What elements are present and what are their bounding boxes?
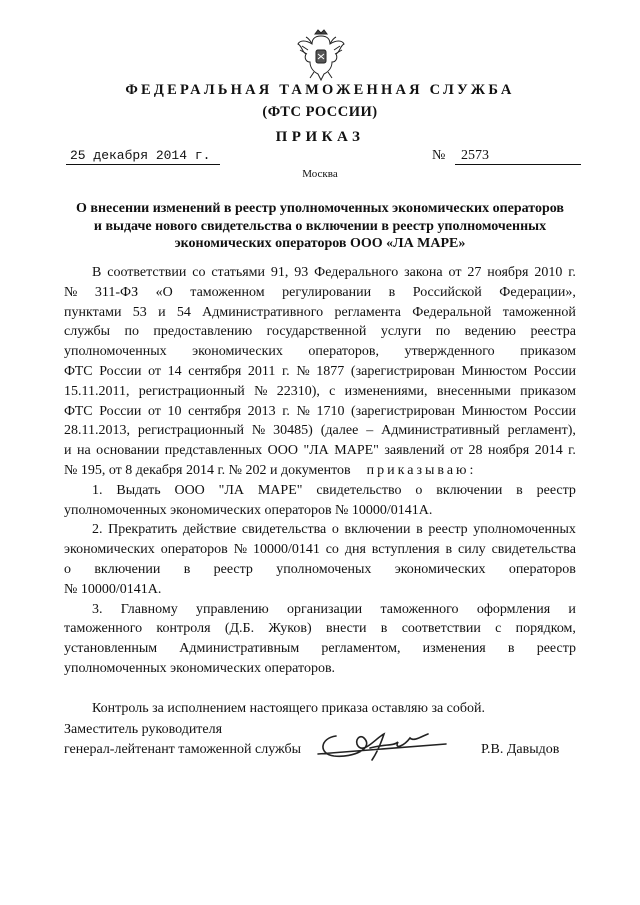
word: в [516,482,523,498]
body-line [64,382,576,402]
word: экономических [64,542,155,558]
word: на [76,443,91,459]
word: В [92,265,102,280]
word: 28.11.2013, [64,423,130,439]
word: г. [568,443,576,459]
word: уполномоченных [64,344,167,360]
word: 3. [92,601,103,617]
word: России [533,363,576,379]
word: и [64,443,72,459]
body-line [64,303,576,323]
word: экономических [394,561,486,577]
word: и [568,601,576,617]
word: ФТС [64,403,93,419]
word: ФТС [64,363,93,379]
word: со [325,542,339,558]
word: № [254,383,268,399]
word: № [251,423,266,439]
word: ноября [488,443,530,459]
word: 2011 [247,363,276,379]
word: предоставлению [153,324,253,340]
word: 1. [92,482,103,498]
word: включении [436,482,503,498]
body-line-order [64,461,576,481]
word: 22310), [276,383,320,399]
word: Административного [202,304,324,320]
item-2-line [64,560,576,580]
word: сентября [188,403,242,419]
word: регламентом, [321,641,401,657]
word: 2013 [247,403,276,419]
word: со [192,265,206,280]
word: 28 [468,443,483,459]
body-line [64,402,576,422]
word: (зарегистрирован [350,363,455,379]
organization-short-name: (ФТС РОССИИ) [262,104,378,120]
document-type: ПРИКАЗ [275,129,365,145]
item-2-line [64,580,576,600]
word: услуги [380,324,422,340]
body-text: № 195, от 8 декабря 2014 г. № 202 и документов [64,462,351,478]
word: от [148,363,161,379]
body-line [64,322,576,342]
word: (далее [320,423,359,439]
word: – [366,423,374,439]
word: 10000/0141 [252,542,320,558]
body-text: уполномоченных экономических операторов № 10000/0141А. [64,502,433,518]
word: МАРЕ" [334,443,379,459]
word: г. [282,403,290,419]
word: ООО [174,482,205,498]
item-2-line [64,540,576,560]
word: в [380,621,388,637]
word: 311-ФЗ [94,284,139,300]
word: в [507,641,515,657]
word: Административным [179,641,300,657]
body-line [64,441,576,461]
item-2-line [64,520,576,540]
item-1-line [64,501,576,521]
word: 93 [294,265,309,280]
word: экономических [192,344,283,360]
word: г. [568,265,576,280]
word: включении [344,522,411,538]
body-line [64,362,576,382]
word: № [296,403,310,419]
word: (зарегистрирован [351,403,455,419]
word: Административный [381,423,500,439]
word: Прекратить [108,522,178,538]
word: 15.11.2011, [64,383,130,399]
order-number-label: № [432,148,446,163]
order-body [64,263,576,718]
word: Жуков) [268,621,312,637]
word: регистрационный [137,423,244,439]
item-3-line [64,659,576,679]
word: 2010 [534,265,563,280]
word: по [435,324,451,340]
order-number: 2573 [455,148,581,165]
word: уполномоченых [276,561,372,577]
word: 91, [270,265,289,280]
word: утвержденного [404,344,495,360]
word: № [296,363,310,379]
russian-coat-of-arms-icon [296,28,346,84]
word: 10 [167,403,182,419]
word: вступления [371,542,440,558]
word: "ЛА [218,482,244,498]
subject-line: и выдаче нового свидетельства о включении в реестр уполномоченных [93,218,547,234]
word: заявлений [384,443,445,459]
word: реестр [428,522,468,538]
body-text: Контроль за исполнением настоящего приказа оставляю за собой. [92,700,486,716]
word: свидетельства [241,522,327,538]
word: № [64,284,78,300]
word: Выдать [116,482,161,498]
word: с [329,383,336,399]
item-3-line [64,619,576,639]
word: операторов [508,561,576,577]
order-date: 25 декабря 2014 г. [66,148,220,165]
word: таможенной [502,304,576,320]
word: реестр [536,641,576,657]
word: по [124,324,139,340]
word: реестра [530,324,576,340]
word: оформления [476,601,551,617]
word: 1877 [316,363,345,379]
word: 2. [92,522,103,538]
word: реестр [213,561,253,577]
word: 27 [467,265,482,280]
word: в [445,542,453,558]
word: основании [96,443,160,459]
word: приказом [520,344,576,360]
signer-rank: генерал-лейтенант таможенной службы [64,742,302,757]
word: «О [155,284,173,300]
word: таможенного [64,621,143,637]
word: "ЛА [303,443,329,459]
word: внести [325,621,367,637]
word: России [99,363,142,379]
word: порядком, [515,621,576,637]
word: от [450,443,464,459]
word: в [183,561,191,577]
word: 53 [132,304,147,320]
item-3-line [64,639,576,659]
word: таможенном [190,284,265,300]
subject-line: О внесении изменений в реестр уполномоченных экономических операторов [76,201,564,216]
organization-name: ФЕДЕРАЛЬНАЯ ТАМОЖЕННАЯ СЛУЖБА [125,82,515,98]
word: таможенного [380,601,459,617]
word: 14 [167,363,182,379]
word: представленных [164,443,263,459]
word: 1710 [316,403,345,419]
word: с [495,621,502,637]
word: о [64,561,71,577]
item-3-line [64,600,576,620]
word: установленным [64,641,158,657]
order-word: приказываю: [366,462,477,478]
control-line [64,699,576,719]
body-line [64,342,576,362]
word: службы [64,324,111,340]
word: действие [182,522,237,538]
word: Федеральной [412,304,492,320]
word: государственной [266,324,367,340]
word: Федерального [314,265,399,280]
word: Российской [412,284,482,300]
word: г. [282,363,290,379]
word: контроля [156,621,211,637]
word: ноября [487,265,529,280]
word: России [99,403,142,419]
signer-name: Р.В. Давыдов [481,742,560,757]
item-1-line [64,481,576,501]
word: изменениями, [344,383,428,399]
word: внесенными [436,383,511,399]
word: включении [94,561,161,577]
word: и [158,304,166,320]
word: 2014 [534,443,563,459]
word: сентября [188,363,242,379]
subject-line: экономических операторов ООО «ЛА МАРЕ» [174,236,466,251]
word: Главному [120,601,178,617]
body-line [64,263,576,283]
word: регулировании [282,284,372,300]
body-text: № 10000/0141А. [64,581,162,597]
signer-position: Заместитель руководителя [64,722,223,737]
word: № [233,542,248,558]
word: реестр [536,482,576,498]
word: операторов, [308,344,379,360]
word: соответствии [401,621,481,637]
word: пунктами [64,304,122,320]
body-text: уполномоченных экономических операторов. [64,660,336,676]
word: регламент), [507,423,576,439]
order-subject [60,200,580,253]
word: Минюстом [461,403,528,419]
word: операторов [160,542,228,558]
word: закона [404,265,443,280]
word: регистрационный [138,383,245,399]
word: о [331,522,339,538]
word: ООО [267,443,298,459]
word: дня [344,542,366,558]
word: управлению [195,601,269,617]
body-line [64,283,576,303]
word: свидетельства [491,542,576,558]
word: уполномоченных [473,522,576,538]
word: статьями [211,265,265,280]
word: свидетельство [316,482,402,498]
handwritten-signature [314,724,454,768]
word: о [415,482,423,498]
word: Федерации», [499,284,576,300]
word: регламента [334,304,401,320]
word: (Д.Б. [224,621,255,637]
word: Минюстом [461,363,528,379]
word: от [147,403,161,419]
word: ведению [464,324,517,340]
word: соответствии [107,265,187,280]
body-line [64,421,576,441]
word: в [388,284,396,300]
word: 54 [176,304,191,320]
word: организации [287,601,363,617]
word: приказом [520,383,576,399]
word: от [448,265,462,280]
word: силу [457,542,486,558]
word: МАРЕ" [257,482,303,498]
word: в [416,522,423,538]
word: России [533,403,576,419]
order-city: Москва [302,168,338,180]
word: изменения [422,641,486,657]
word: 30485) [273,423,313,439]
